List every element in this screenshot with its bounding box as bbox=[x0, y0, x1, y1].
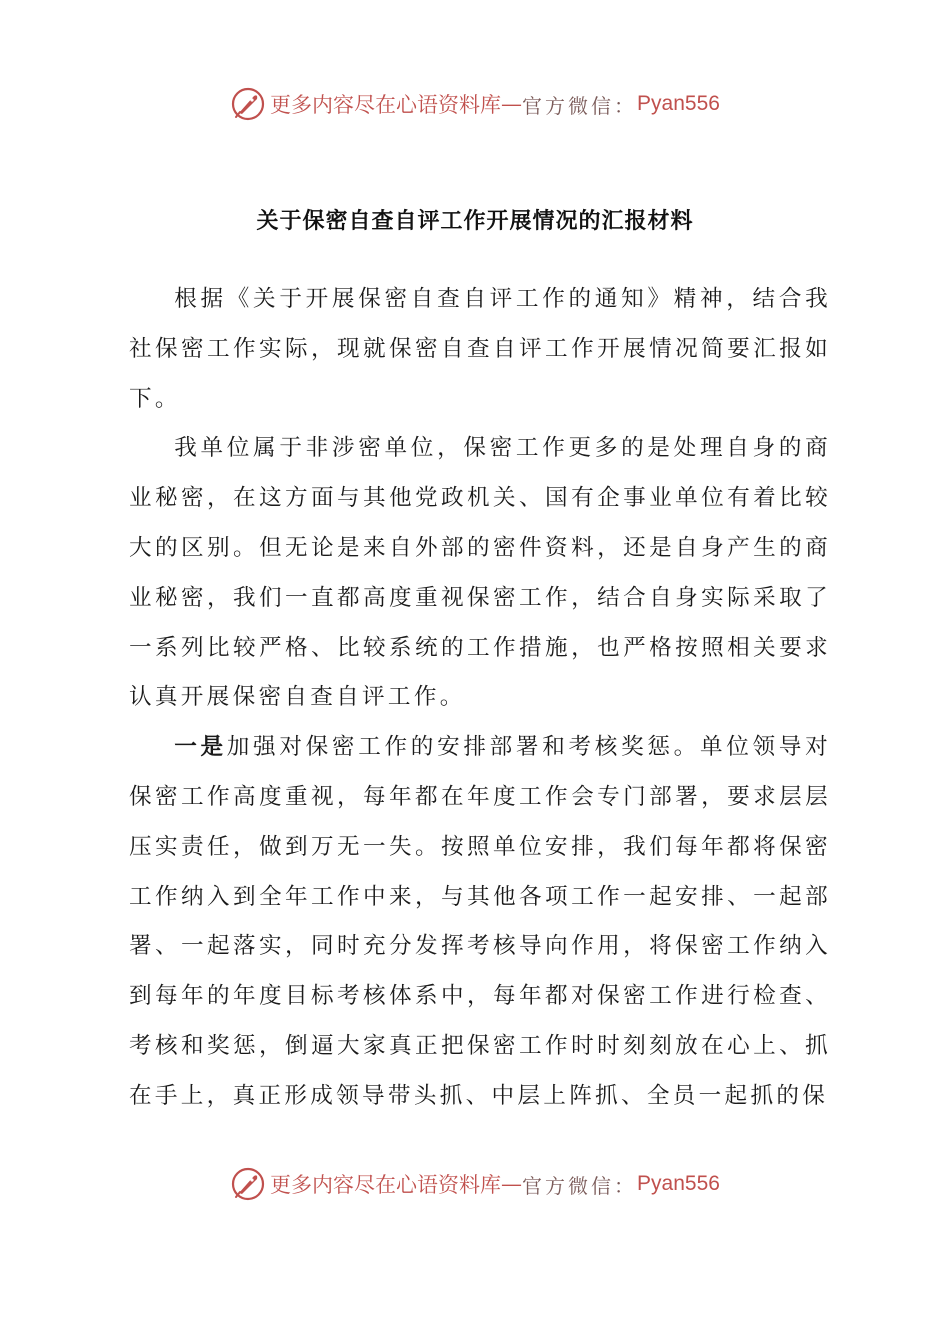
watermark-account: Pyan556 bbox=[637, 92, 720, 115]
paragraph-intro-text: 根据《关于开展保密自查自评工作的通知》精神，结合我社保密工作实际，现就保密自查自评工作开展情况简要汇报如下。 bbox=[129, 286, 831, 412]
quill-pen-logo-icon bbox=[230, 1166, 266, 1202]
quill-pen-logo-icon bbox=[230, 86, 266, 122]
paragraph-point-one-lead: 一是 bbox=[174, 734, 227, 761]
watermark-wechat-label: 官方微信： bbox=[522, 1173, 638, 1198]
paragraph-background-text: 我单位属于非涉密单位，保密工作更多的是处理自身的商业秘密，在这方面与其他党政机关、国有企事业单位有着比较大的区别。但无论是来自外部的密件资料，还是自身产生的商业秘密，我们一直都高度重视保密工作，结合自身实际采取了一系列比较严格、比较系统的工作措施，也严格按照相关要求认真开展保密自查自评工作。 bbox=[129, 435, 831, 711]
document-body bbox=[129, 275, 831, 1122]
paragraph-point-one bbox=[129, 723, 831, 1121]
watermark-brand-text: 更多内容尽在心语资料库 bbox=[270, 1173, 502, 1197]
paragraph-point-one-text: 加强对保密工作的安排部署和考核奖惩。单位领导对保密工作高度重视，每年都在年度工作会专门部署，要求层层压实责任，做到万无一失。按照单位安排，我们每年都将保密工作纳入到全年工作中来，与其他各项工作一起安排、一起部署、一起落实，同时充分发挥考核导向作用，将保密工作纳入到每年的年度目标考核体系中，每年都对保密工作进行检查、考核和奖惩，倒逼大家真正把保密工作时时刻刻放在心上、抓在手上，真正形成领导带头抓、中层上阵抓、全员一起抓的保 bbox=[129, 734, 831, 1109]
document-title: 关于保密自查自评工作开展情况的汇报材料 bbox=[256, 209, 694, 234]
paragraph-intro bbox=[129, 275, 831, 424]
watermark-separator: — bbox=[501, 1172, 523, 1196]
watermark-separator: — bbox=[501, 92, 523, 116]
watermark-account: Pyan556 bbox=[637, 1172, 720, 1195]
watermark-wechat-label: 官方微信： bbox=[522, 93, 638, 118]
watermark-banner-bottom bbox=[0, 1162, 950, 1206]
paragraph-background bbox=[129, 424, 831, 723]
watermark-banner-top bbox=[0, 82, 950, 126]
watermark-brand-text: 更多内容尽在心语资料库 bbox=[270, 93, 502, 117]
